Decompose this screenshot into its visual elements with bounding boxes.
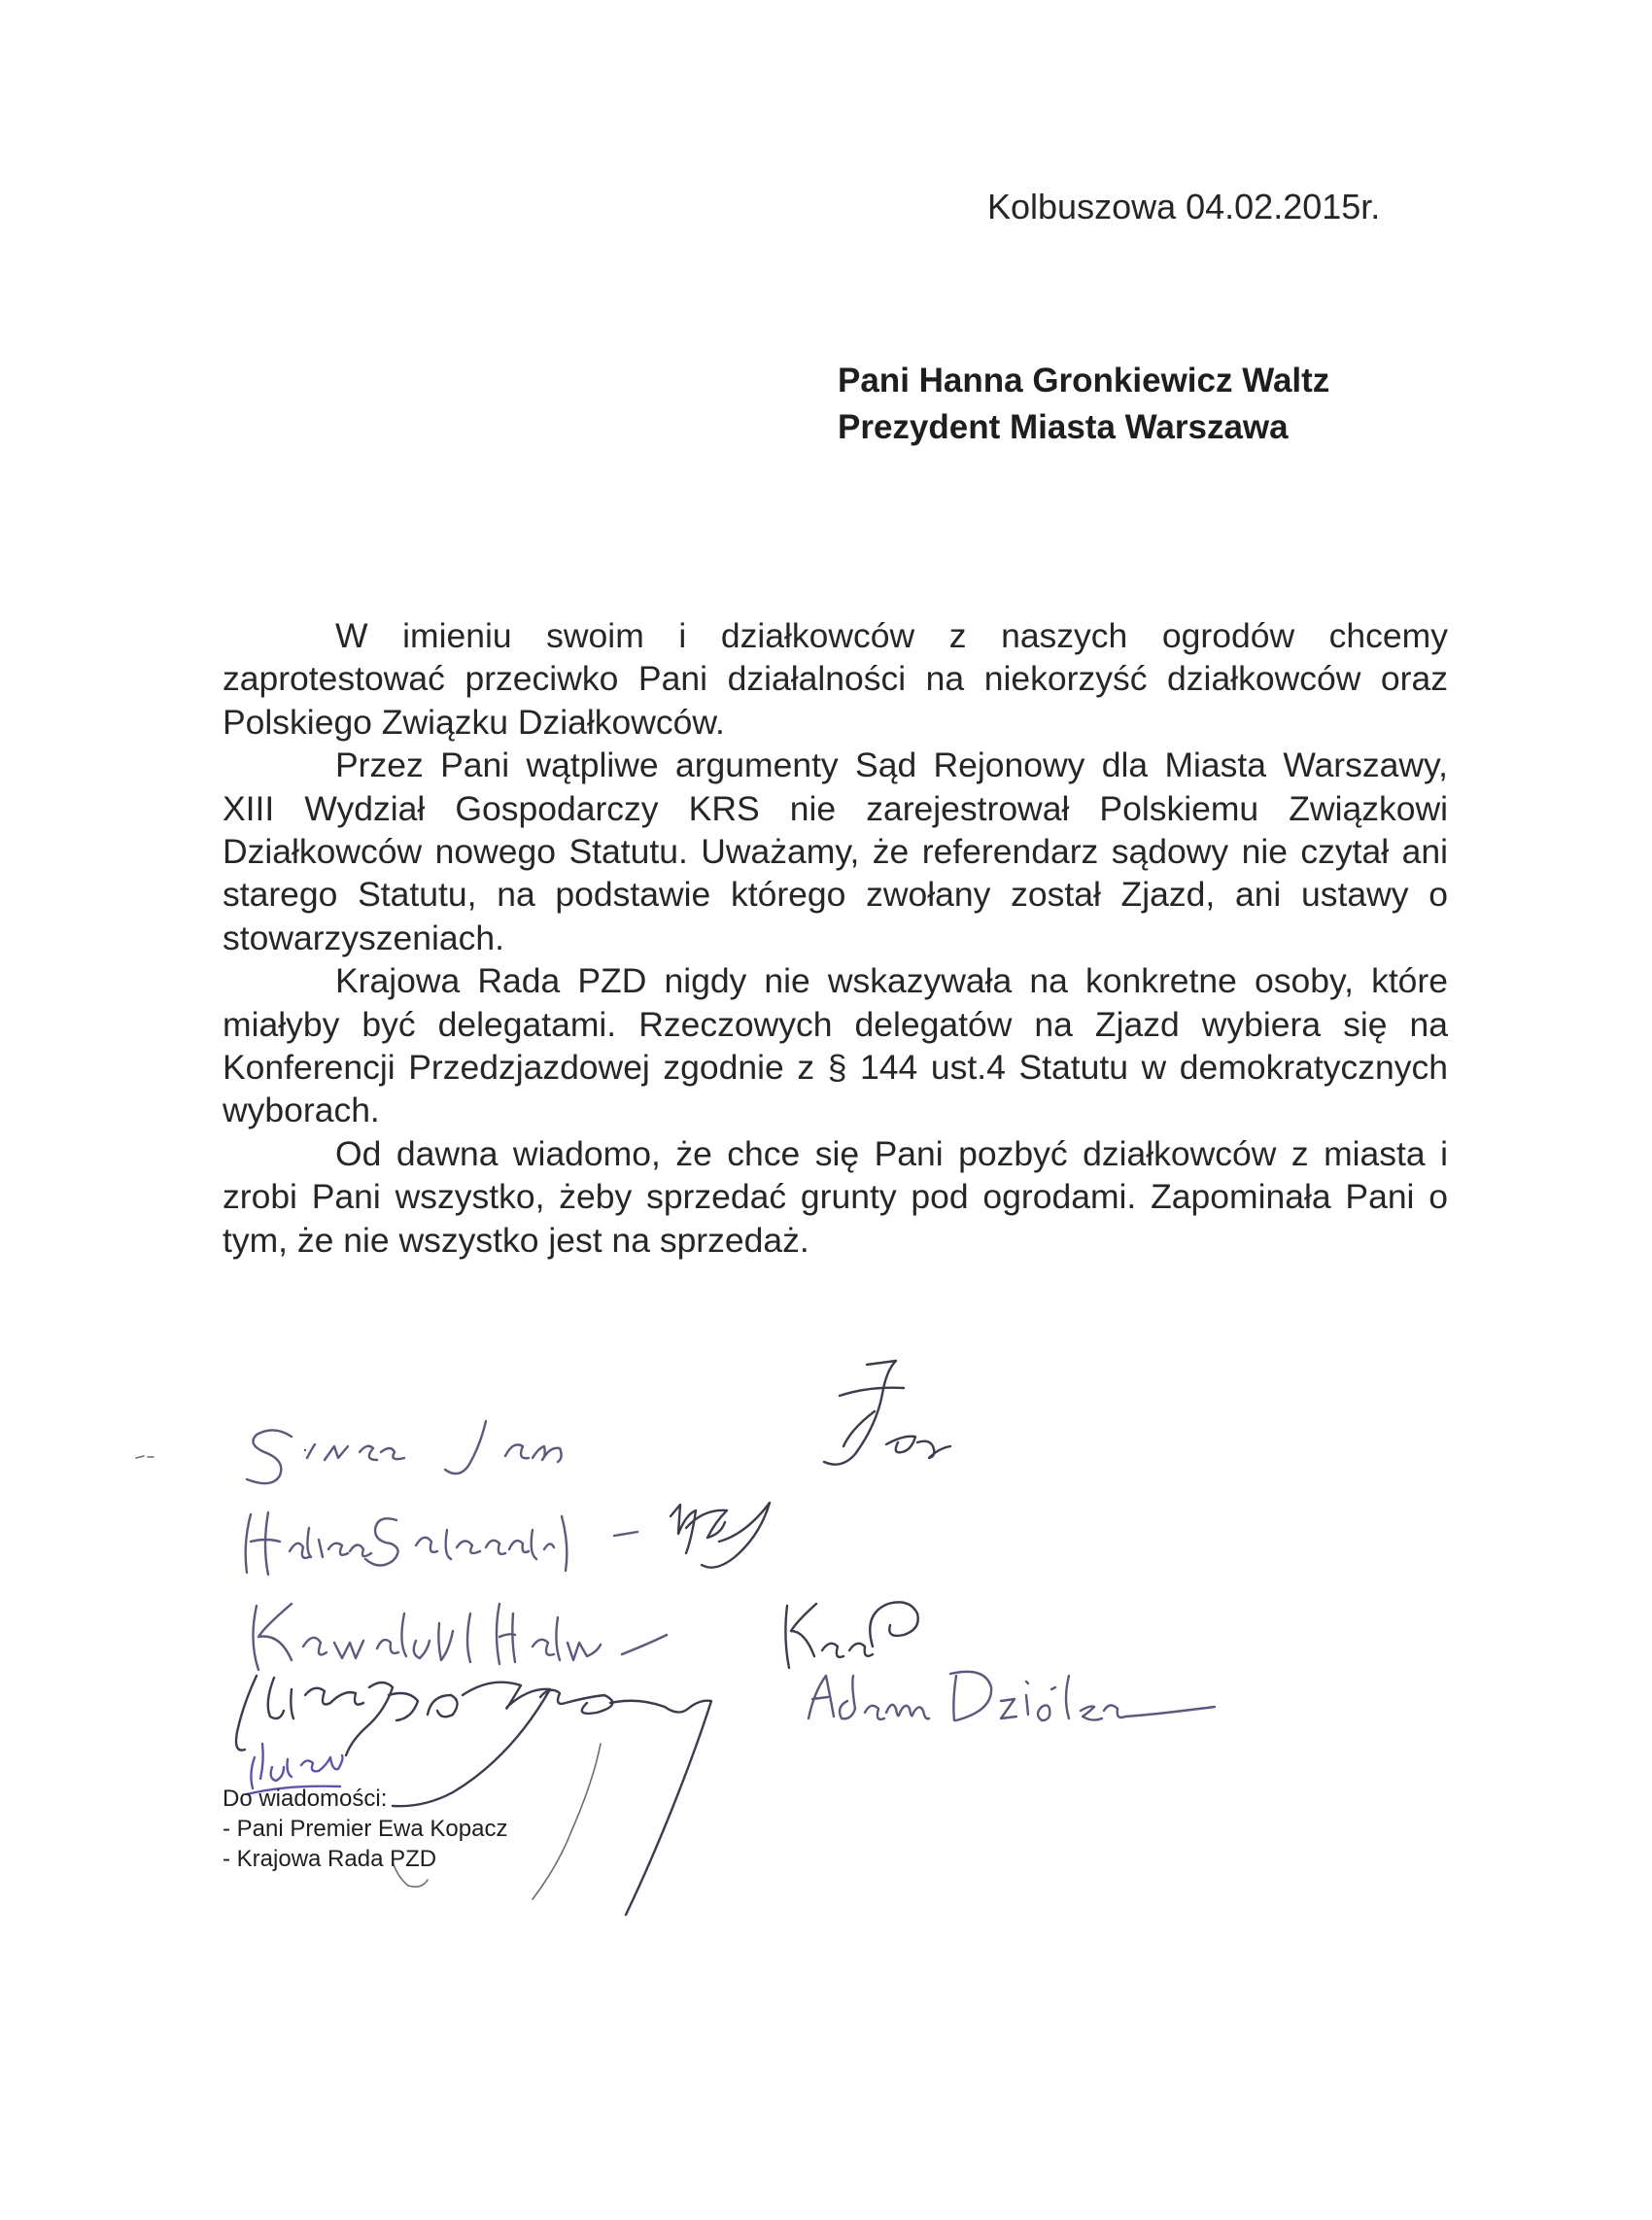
stray-mark: [136, 1456, 154, 1458]
body-paragraph: Od dawna wiadomo, że chce się Pani pozbyć działkowców z miasta i zrobi Pani wszystko, żeby sprzedać grunty pod ogrodami. Zapominała Pani o tym, że nie wszystko jest na sprzedaż.: [223, 1133, 1448, 1260]
signature-jan-right: [824, 1361, 950, 1465]
body-paragraph: Przez Pani wątpliwe argumenty Sąd Rejonowy dla Miasta Warszawy, XIII Wydział Gospodarczy KRS nie zarejestrował Polskiemu Związkowi Działkowców nowego Statutu. Uważamy, że referendarz sądowy nie czytał ani starego Statutu, na podstawie którego zwołany został Zjazd, ani ustawy o stowarzyszeniach.: [223, 746, 1448, 957]
signature-scribble-mid: [671, 1503, 770, 1568]
body-paragraph: W imieniu swoim i działkowców z naszych ogrodów chcemy zaprotestować przeciwko Pani działalności na niekorzyść działkowców oraz Polskiego Związku Działkowców.: [223, 616, 1448, 742]
pencil-stroke: [533, 1744, 601, 1899]
body-paragraph: Krajowa Rada PZD nigdy nie wskazywała na konkretne osoby, które miałyby być delegatami. Rzeczowych delegatów na Zjazd wybiera się na Konferencji Przedzjazdowej zgodnie z § 144 ust.4 Statutu w demokratycznych wyborach.: [223, 961, 1448, 1130]
addressee-block: [838, 358, 1329, 451]
addressee-name: Pani Hanna Gronkiewicz Waltz: [838, 362, 1330, 399]
signature-adam-dziolka: [809, 1672, 1215, 1720]
cc-heading: Do wiadomości:: [223, 1786, 388, 1812]
date-line: Kolbuszowa 04.02.2015r.: [987, 187, 1381, 226]
cc-block: [223, 1784, 507, 1874]
addressee-title: Prezydent Miasta Warszawa: [838, 408, 1289, 446]
letter-body: [223, 614, 1448, 1262]
signature-kowalski: [253, 1604, 667, 1670]
signature-kaca: [785, 1602, 917, 1668]
cc-recipient: - Pani Premier Ewa Kopacz: [223, 1816, 508, 1842]
signature-halina: [246, 1512, 637, 1575]
cc-recipient: - Krajowa Rada PZD: [223, 1846, 437, 1872]
signature-siwiec-jan: [247, 1421, 562, 1483]
